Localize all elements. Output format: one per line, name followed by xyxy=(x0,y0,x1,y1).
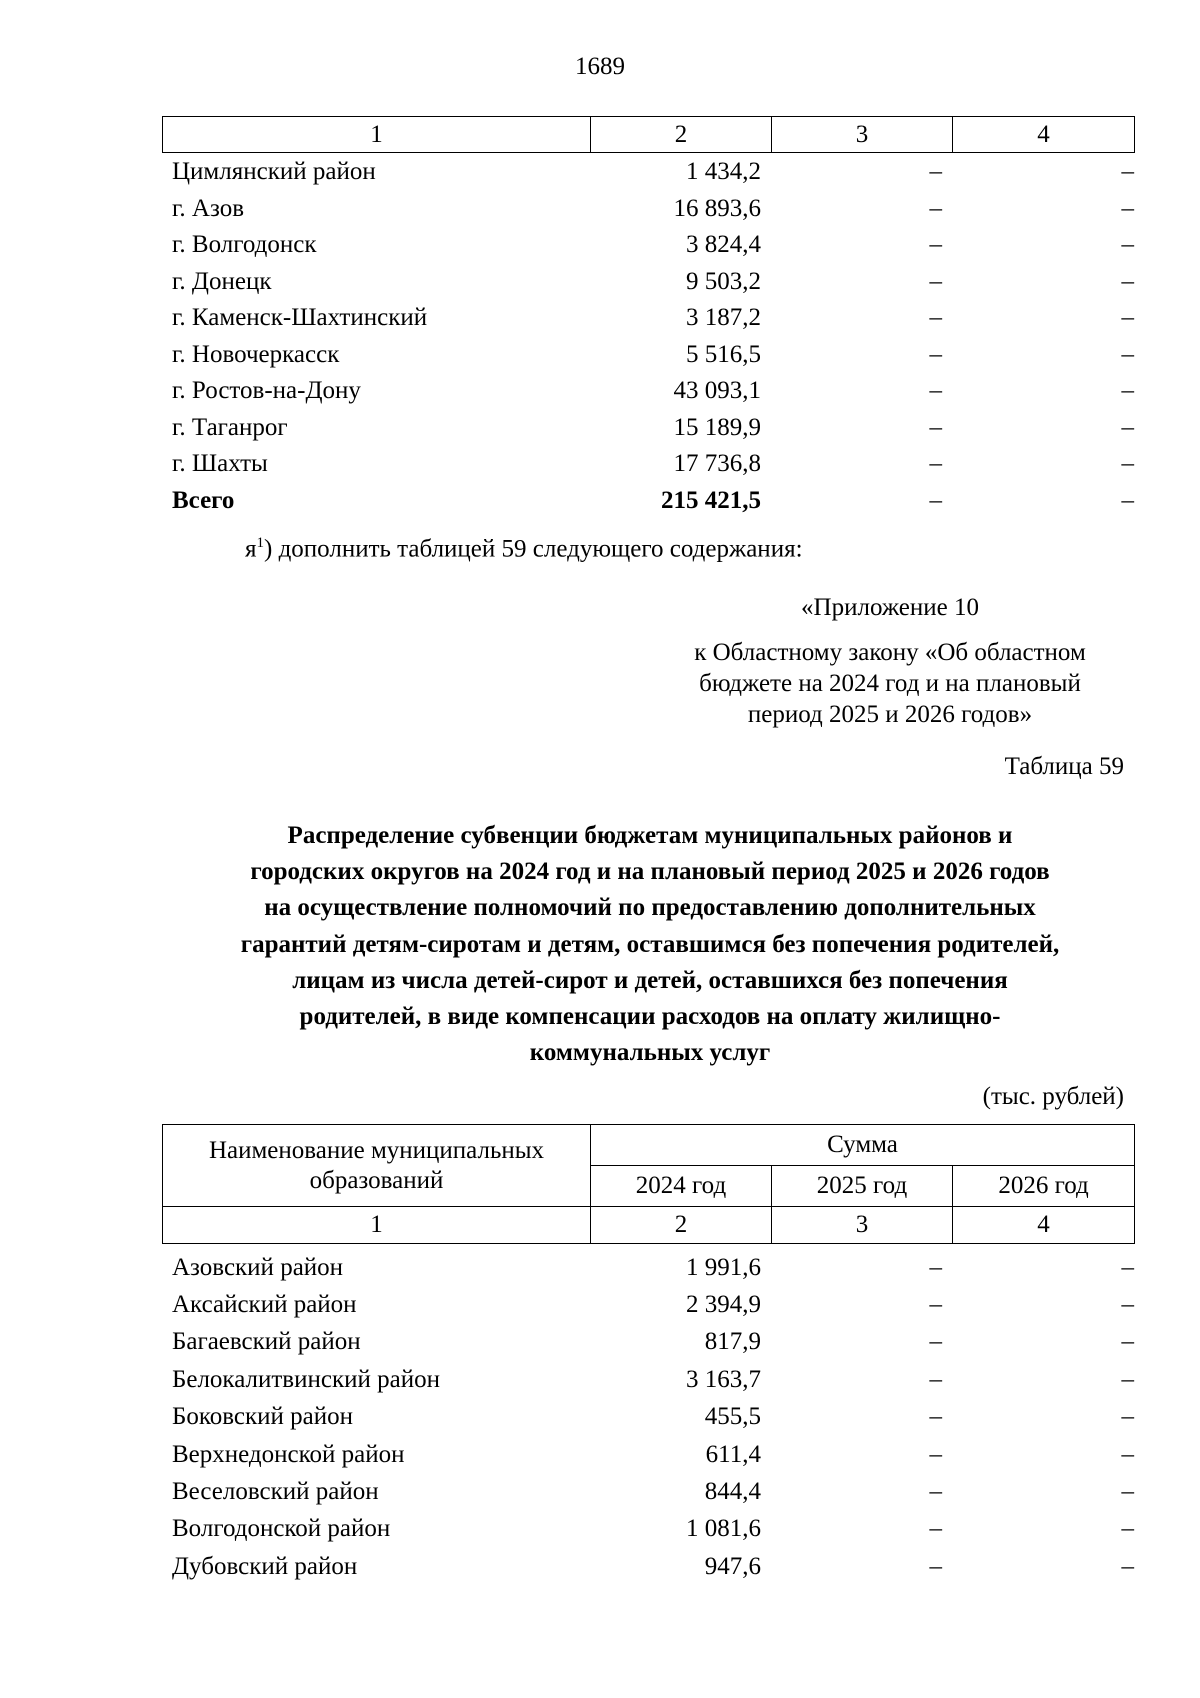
table-row xyxy=(162,300,1134,337)
header-name-line: образований xyxy=(309,1166,444,1194)
table-row xyxy=(162,1361,1134,1398)
amount-2025: – xyxy=(929,1478,942,1506)
col-number: 1 xyxy=(163,1207,591,1244)
appendix-title: «Приложение 10 xyxy=(801,594,979,621)
table-row xyxy=(162,1399,1134,1436)
total-2024: 215 421,5 xyxy=(661,486,761,514)
heading-line: родителей, в виде компенсации расходов на оплату жилищно- xyxy=(299,1003,1001,1031)
amount-2024: 16 893,6 xyxy=(673,194,761,222)
municipality-name: Аксайский район xyxy=(172,1291,357,1319)
amount-2026: – xyxy=(1121,1552,1134,1580)
col-number: 4 xyxy=(953,117,1135,153)
amount-2025: – xyxy=(929,1403,942,1431)
table-row xyxy=(162,410,1134,447)
municipality-name: Цимлянский район xyxy=(172,158,376,186)
amount-2026: – xyxy=(1121,194,1134,222)
table1-body xyxy=(162,154,1134,519)
amount-2025: – xyxy=(929,340,942,368)
amount-2024: 1 081,6 xyxy=(686,1515,761,1543)
table-row xyxy=(162,264,1134,301)
table-row xyxy=(162,1436,1134,1473)
municipality-name: г. Ростов-на-Дону xyxy=(172,377,361,405)
amount-2026: – xyxy=(1121,158,1134,186)
amount-2024: 3 187,2 xyxy=(686,304,761,332)
amendment-letter: я xyxy=(245,535,257,563)
amount-2026: – xyxy=(1121,1478,1134,1506)
table-heading xyxy=(120,818,1180,1071)
amount-2026: – xyxy=(1121,231,1134,259)
amount-2025: – xyxy=(929,158,942,186)
municipality-name: Боковский район xyxy=(172,1403,353,1431)
total-2026: – xyxy=(1121,486,1134,514)
amount-2026: – xyxy=(1121,1328,1134,1356)
amount-2025: – xyxy=(929,450,942,478)
municipality-name: г. Донецк xyxy=(172,267,272,295)
col-number: 3 xyxy=(772,1207,953,1244)
municipality-name: г. Азов xyxy=(172,194,245,222)
header-name-cell xyxy=(163,1125,591,1207)
table1-header xyxy=(162,116,1135,153)
amount-2025: – xyxy=(929,267,942,295)
table-row xyxy=(162,191,1134,228)
table-row xyxy=(162,154,1134,191)
amount-2026: – xyxy=(1121,1365,1134,1393)
table2-body xyxy=(162,1249,1134,1586)
amount-2025: – xyxy=(929,1515,942,1543)
amount-2024: 1 991,6 xyxy=(686,1253,761,1281)
amount-2024: 1 434,2 xyxy=(686,158,761,186)
table-row xyxy=(162,1548,1134,1585)
table-row xyxy=(162,1286,1134,1323)
municipality-name: г. Новочеркасск xyxy=(172,340,340,368)
table1-column-numbers xyxy=(163,117,1135,153)
municipality-name: Верхнедонской район xyxy=(172,1440,405,1468)
amendment-superscript: 1 xyxy=(256,535,264,551)
table2-header xyxy=(162,1124,1135,1244)
heading-line: на осуществление полномочий по предоставлению дополнительных xyxy=(264,894,1036,922)
header-year-2025: 2025 год xyxy=(772,1166,953,1207)
table1-total-row xyxy=(162,483,1134,520)
amount-2025: – xyxy=(929,1291,942,1319)
amount-2026: – xyxy=(1121,340,1134,368)
amount-2024: 3 163,7 xyxy=(686,1365,761,1393)
amount-2024: 17 736,8 xyxy=(673,450,761,478)
table-row xyxy=(162,1473,1134,1510)
amount-2026: – xyxy=(1121,267,1134,295)
header-name-line: Наименование муниципальных xyxy=(208,1136,545,1164)
amendment-text xyxy=(245,528,803,564)
table-row xyxy=(162,337,1134,374)
page-number: 1689 xyxy=(575,53,625,80)
total-2025: – xyxy=(929,486,942,514)
heading-line: коммунальных услуг xyxy=(529,1039,771,1067)
amount-2024: 817,9 xyxy=(704,1328,761,1356)
appendix-law-reference xyxy=(630,637,1150,730)
amount-2024: 5 516,5 xyxy=(686,340,761,368)
amount-2025: – xyxy=(929,304,942,332)
amount-2026: – xyxy=(1121,377,1134,405)
table-row xyxy=(162,227,1134,264)
amount-2024: 2 394,9 xyxy=(686,1291,761,1319)
municipality-name: Белокалитвинский район xyxy=(172,1365,440,1393)
amount-2025: – xyxy=(929,1440,942,1468)
amount-2026: – xyxy=(1121,1291,1134,1319)
col-number: 4 xyxy=(953,1207,1135,1244)
municipality-name: г. Каменск-Шахтинский xyxy=(172,304,428,332)
amount-2025: – xyxy=(929,413,942,441)
amount-2025: – xyxy=(929,194,942,222)
amount-2026: – xyxy=(1121,1253,1134,1281)
col-number: 1 xyxy=(163,117,591,153)
amount-2025: – xyxy=(929,1328,942,1356)
heading-line: Распределение субвенции бюджетам муниципальных районов и xyxy=(287,822,1013,849)
header-sum: Сумма xyxy=(591,1125,1135,1166)
municipality-name: Веселовский район xyxy=(172,1478,379,1506)
amount-2026: – xyxy=(1121,304,1134,332)
municipality-name: Азовский район xyxy=(172,1253,344,1281)
amount-2026: – xyxy=(1121,413,1134,441)
table2-column-numbers xyxy=(163,1207,1135,1244)
amount-2025: – xyxy=(929,1552,942,1580)
amount-2026: – xyxy=(1121,1440,1134,1468)
amount-2026: – xyxy=(1121,1515,1134,1543)
amount-2024: 455,5 xyxy=(704,1403,761,1431)
header-year-2024: 2024 год xyxy=(591,1166,772,1207)
col-number: 2 xyxy=(591,1207,772,1244)
unit-label: (тыс. рублей) xyxy=(982,1083,1124,1110)
amount-2025: – xyxy=(929,377,942,405)
amount-2024: 611,4 xyxy=(705,1440,761,1468)
amount-2024: 15 189,9 xyxy=(673,413,761,441)
amount-2025: – xyxy=(929,1365,942,1393)
appendix-law-line: период 2025 и 2026 годов» xyxy=(747,701,1033,728)
header-year-2026: 2026 год xyxy=(953,1166,1135,1207)
municipality-name: г. Волгодонск xyxy=(172,231,317,259)
table-row xyxy=(162,373,1134,410)
municipality-name: Багаевский район xyxy=(172,1328,361,1356)
municipality-name: г. Таганрог xyxy=(172,413,288,441)
amount-2024: 9 503,2 xyxy=(686,267,761,295)
amount-2025: – xyxy=(929,1253,942,1281)
amount-2026: – xyxy=(1121,1403,1134,1431)
amendment-body: ) дополнить таблицей 59 следующего содержания: xyxy=(264,535,803,563)
heading-line: городских округов на 2024 год и на плановый период 2025 и 2026 годов xyxy=(250,858,1050,886)
amount-2024: 3 824,4 xyxy=(686,231,761,259)
total-label: Всего xyxy=(172,486,235,514)
heading-line: лицам из числа детей-сирот и детей, оставшихся без попечения xyxy=(292,966,1008,994)
table-row xyxy=(162,446,1134,483)
heading-line: гарантий детям-сиротам и детям, оставшимся без попечения родителей, xyxy=(240,930,1060,958)
table-row xyxy=(162,1324,1134,1361)
amount-2024: 844,4 xyxy=(704,1478,761,1506)
col-number: 2 xyxy=(591,117,772,153)
appendix-law-line: к Областному закону «Об областном xyxy=(694,639,1086,666)
col-number: 3 xyxy=(772,117,953,153)
municipality-name: г. Шахты xyxy=(172,450,268,478)
municipality-name: Волгодонской район xyxy=(172,1515,391,1543)
municipality-name: Дубовский район xyxy=(172,1552,358,1580)
table-number: Таблица 59 xyxy=(1004,753,1124,780)
table-row xyxy=(162,1511,1134,1548)
amount-2025: – xyxy=(929,231,942,259)
table-row xyxy=(162,1249,1134,1286)
amount-2024: 43 093,1 xyxy=(673,377,761,405)
amount-2026: – xyxy=(1121,450,1134,478)
appendix-law-line: бюджете на 2024 год и на плановый xyxy=(699,670,1081,697)
amount-2024: 947,6 xyxy=(704,1552,761,1580)
